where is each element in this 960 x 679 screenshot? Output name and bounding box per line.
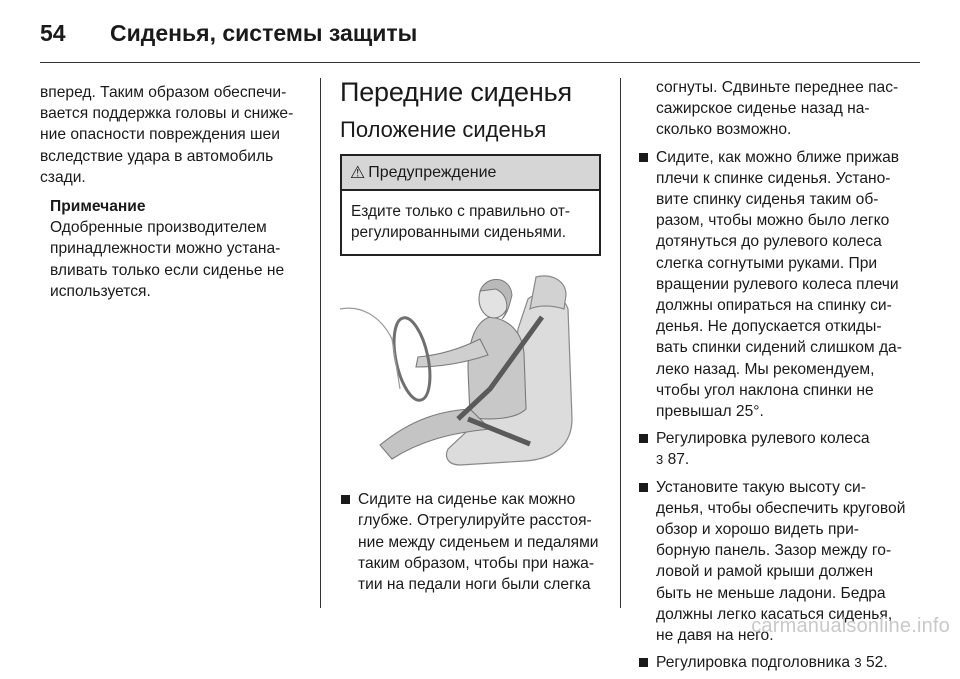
section-subheading: Положение сиденья	[340, 117, 547, 142]
warning-triangle-icon: ⚠	[350, 163, 366, 182]
page-ref-arrow-icon: 3	[656, 452, 664, 468]
warning-title: Предупреждение	[368, 164, 497, 181]
note-block	[40, 196, 310, 302]
page-header	[40, 14, 920, 52]
list-item	[340, 489, 608, 595]
note-title: Примечание	[50, 198, 146, 216]
bullet-text: Сидите, как можно ближе прижав плечи к спинке сиденья. Установите спинку сиденья таким образом, чтобы можно было легко дотянуться до рулевого колеса слегка согнутыми руками. При вращении рулевого колеса плечи должны опираться на спинку сиденья. Не допускается откидывать спинки сидений слишком далеко назад. Мы рекомендуем, чтобы угол наклона спинки не превышал 25°.	[656, 148, 902, 421]
watermark: carmanualsonline.info	[751, 615, 950, 637]
column-divider-right	[620, 78, 621, 608]
adjustment-bullet-list	[638, 147, 908, 674]
bullet-square-icon	[639, 483, 648, 492]
bullet-text: Сидите на сиденье как можно глубже. Отрегулируйте расстояние между сиденьем и педалями таким образом, чтобы при нажатии на педали ноги были слегка	[358, 491, 599, 594]
page-number: 54	[40, 19, 66, 46]
note-text: Одобренные производителем принадлежности можно устанавливать только если сиденье не используется.	[50, 219, 285, 300]
bullet-square-icon	[341, 495, 350, 504]
bullet-text: Регулировка рулевого колеса	[656, 430, 870, 448]
warning-header	[342, 156, 599, 191]
list-item	[638, 428, 908, 470]
continuation-text: согнуты. Сдвиньте переднее пассажирское сиденье назад насколько возможно.	[656, 79, 899, 139]
seat-bullet-list	[340, 489, 608, 595]
header-rule	[40, 62, 920, 63]
running-title: Сиденья, системы защиты	[110, 19, 418, 46]
left-column	[40, 82, 310, 302]
bullet-square-icon	[639, 434, 648, 443]
warning-text: Ездите только с правильно отрегулированными сиденьями.	[351, 203, 571, 242]
bullet-square-icon	[639, 153, 648, 162]
column-divider-left	[320, 78, 321, 608]
right-column	[638, 77, 908, 679]
seated-driver-illustration	[340, 269, 602, 479]
section-heading: Передние сиденья	[340, 77, 572, 107]
list-item	[638, 652, 908, 673]
bullet-square-icon	[639, 658, 648, 667]
bullet-text: Регулировка подголовника	[656, 654, 851, 672]
continuation-paragraph: вперед. Таким образом обеспечивается поддержка головы и снижение опасности повреждения шеи вследствие удара в автомобиль сзади.	[40, 84, 294, 186]
middle-column	[340, 76, 608, 601]
page-ref-arrow-icon: 3	[854, 655, 862, 671]
list-item	[638, 147, 908, 423]
page-reference-link[interactable]: 52.	[866, 654, 888, 672]
page-reference-link[interactable]: 87.	[667, 451, 690, 469]
warning-box	[340, 154, 601, 256]
bullet-text: Установите такую высоту сиденья, чтобы обеспечить круговой обзор и хорошо видеть приборную панель. Зазор между головой и рамой крыши должен быть не меньше ладони. Бедра должны легко касаться сиденья, не давя на него.	[656, 478, 906, 645]
